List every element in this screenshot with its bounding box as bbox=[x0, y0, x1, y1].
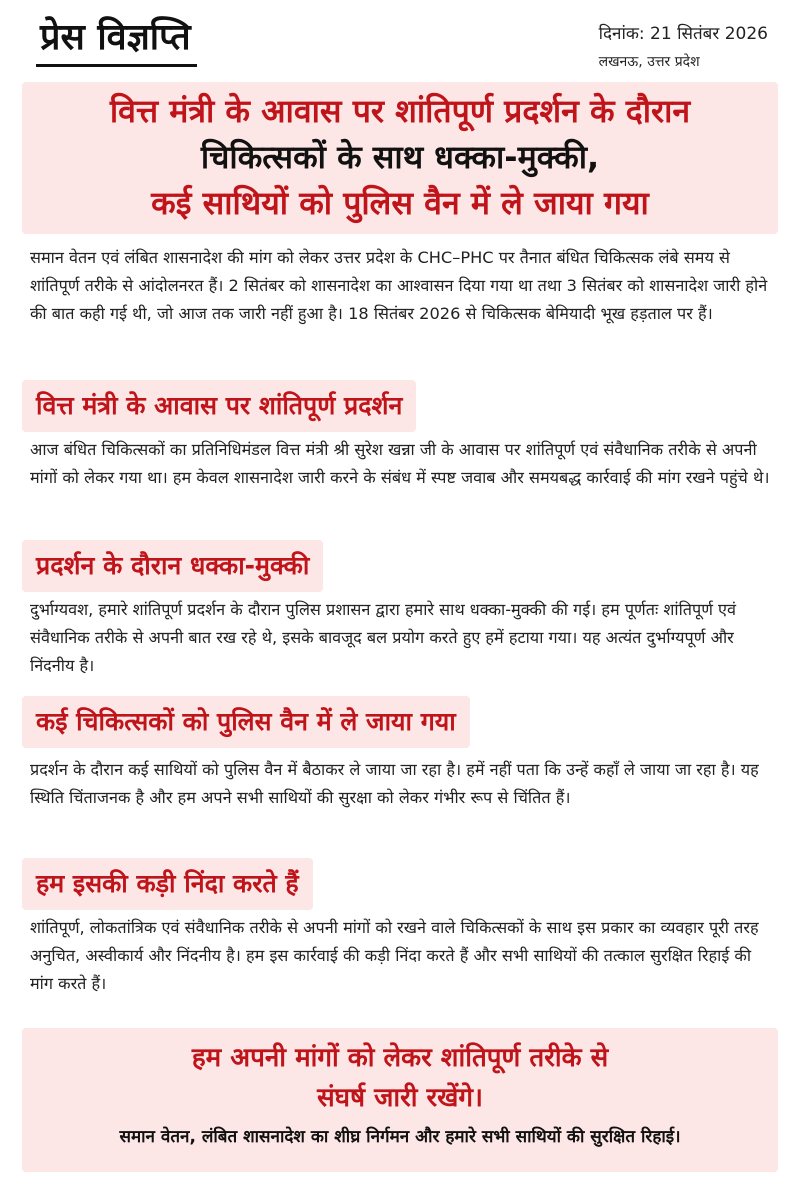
closing-line-2: संघर्ष जारी रखेंगे। bbox=[317, 1083, 483, 1113]
section-heading-scuffle: प्रदर्शन के दौरान धक्का-मुक्की bbox=[22, 540, 323, 592]
section-text-scuffle: दुर्भाग्यवश, हमारे शांतिपूर्ण प्रदर्शन के दौरान पुलिस प्रशासन द्वारा हमारे साथ धक्का-मुक्की की गई। हम पूर्णतः शांतिपूर्ण एवं संवैधानिक तरीके से अपनी बात रख रहे थे, इसके बावजूद बल प्रयोग करते हुए हमें हटाया गया। यह अत्यंत दुर्भाग्यपूर्ण और निंदनीय है। bbox=[30, 600, 737, 675]
header bbox=[22, 14, 778, 76]
intro-paragraph: समान वेतन एवं लंबित शासनादेश की मांग को लेकर उत्तर प्रदेश के CHC–PHC पर तैनात बंधित चिकित्सक लंबे समय से शांतिपूर्ण तरीके से आंदोलनरत हैं। 2 सितंबर को शासनादेश का आश्वासन दिया गया था तथा 3 सितंबर को शासनादेश जारी होने की बात कही गई थी, जो आज तक जारी नहीं हुआ है। 18 सितंबर 2026 से चिकित्सक बेमियादी भूख हड़ताल पर हैं। bbox=[30, 248, 768, 323]
section-text-protest: आज बंधित चिकित्सकों का प्रतिनिधिमंडल वित्त मंत्री श्री सुरेश खन्ना जी के आवास पर शांतिपूर्ण एवं संवैधानिक तरीके से अपनी मांगों को लेकर गया था। हम केवल शासनादेश जारी करने के संबंध में स्पष्ट जवाब और समयबद्ध कार्रवाई की मांग रखने पहुंचे थे। bbox=[30, 440, 770, 487]
press-release-title: प्रेस विज्ञप्ति bbox=[36, 14, 197, 67]
headline-banner bbox=[22, 82, 778, 234]
closing-banner bbox=[22, 1028, 778, 1172]
location-text: लखनऊ, उत्तर प्रदेश bbox=[598, 54, 700, 70]
section-heading-police-van: कई चिकित्सकों को पुलिस वैन में ले जाया गया bbox=[22, 696, 470, 748]
section-heading-condemn: हम इसकी कड़ी निंदा करते हैं bbox=[22, 858, 313, 910]
section-heading-protest: वित्त मंत्री के आवास पर शांतिपूर्ण प्रदर्शन bbox=[22, 380, 416, 432]
headline-line-3: कई साथियों को पुलिस वैन में ले जाया गया bbox=[151, 184, 649, 222]
section-text-police-van: प्रदर्शन के दौरान कई साथियों को पुलिस वैन में बैठाकर ले जाया जा रहा है। हमें नहीं पता कि उन्हें कहाँ ले जाया जा रहा है। यह स्थिति चिंताजनक है और हम अपने सभी साथियों की सुरक्षा को लेकर गंभीर रूप से चिंतित हैं। bbox=[30, 760, 759, 807]
headline-line-1: वित्त मंत्री के आवास पर शांतिपूर्ण प्रदर्शन के दौरान bbox=[109, 92, 691, 130]
closing-demands: समान वेतन, लंबित शासनादेश का शीघ्र निर्गमन और हमारे सभी साथियों की सुरक्षित रिहाई। bbox=[119, 1127, 681, 1147]
dateline bbox=[599, 20, 768, 76]
section-text-condemn: शांतिपूर्ण, लोकतांत्रिक एवं संवैधानिक तरीके से अपनी मांगों को रखने वाले चिकित्सकों के साथ इस प्रकार का व्यवहार पूरी तरह अनुचित, अस्वीकार्य और निंदनीय है। हम इस कार्रवाई की कड़ी निंदा करते हैं और सभी साथियों की तत्काल सुरक्षित रिहाई की मांग करते हैं। bbox=[30, 918, 759, 993]
closing-line-1: हम अपनी मांगों को लेकर शांतिपूर्ण तरीके से bbox=[191, 1043, 609, 1073]
date-text: दिनांक: 21 सितंबर 2026 bbox=[598, 24, 768, 44]
headline-line-2: चिकित्सकों के साथ धक्का-मुक्की, bbox=[200, 138, 600, 176]
